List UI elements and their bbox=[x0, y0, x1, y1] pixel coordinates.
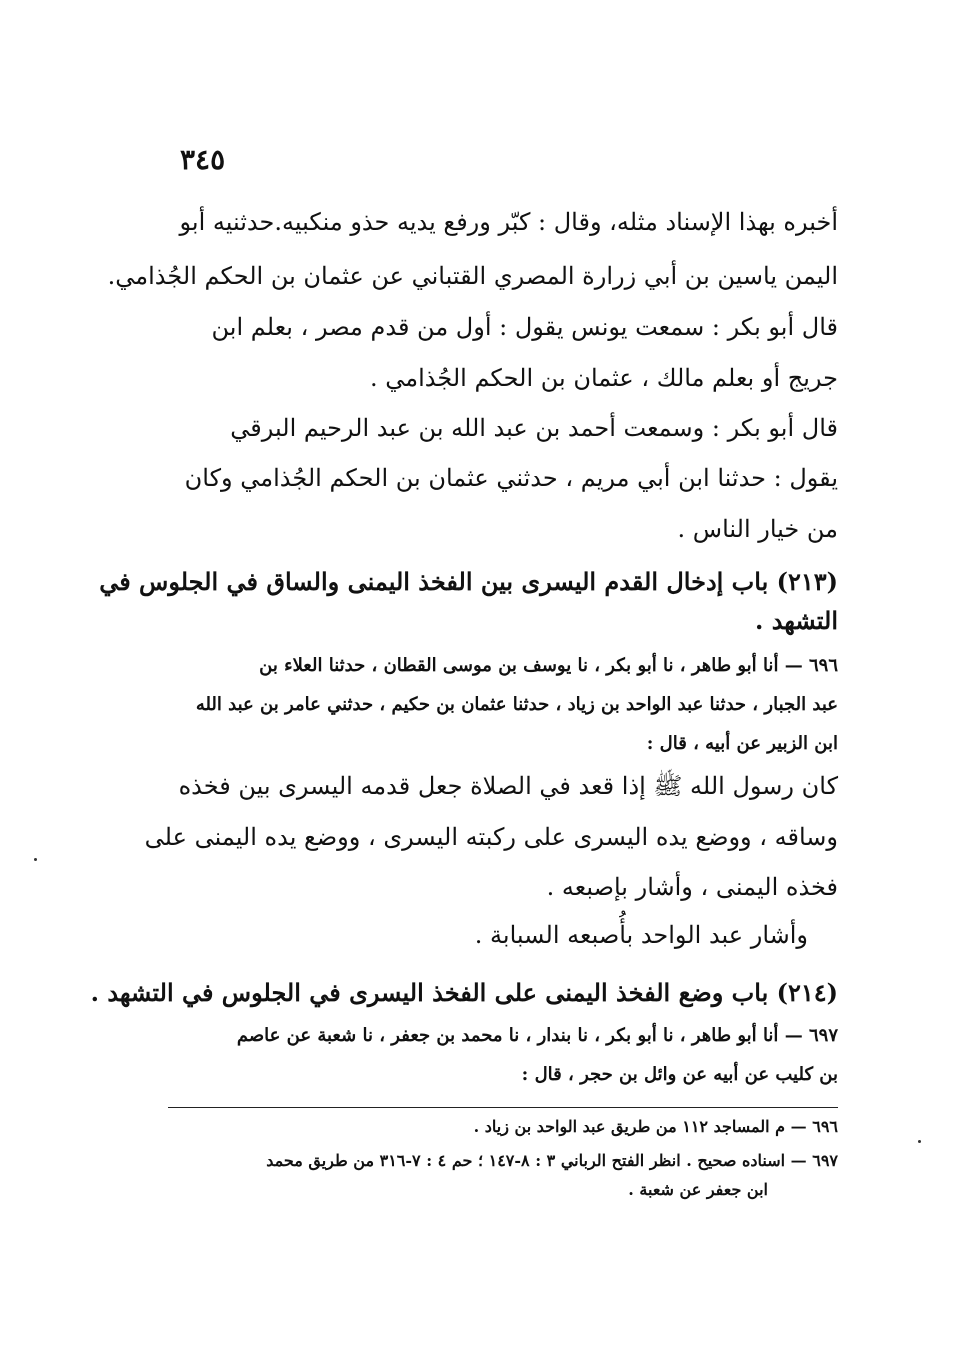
hadith-696-isnad-3: ابن الزبير عن أبيه ، قال : bbox=[646, 733, 838, 754]
hadith-696-isnad-1: ٦٩٦ — أنا أبو طاهر ، نا أبو بكر ، نا يوسف بن موسى القطان ، حدثنا العلاء بن bbox=[259, 655, 838, 676]
body-line-7: من خيار الناس . bbox=[677, 515, 838, 543]
scan-speck bbox=[918, 1140, 921, 1143]
footnote-697-1: ٦٩٧ — اسناده صحيح . انظر الفتح الرباني ٣ : ٨-١٤٧ ؛ حم ٤ : ٧-٣١٦ من طريق محمد bbox=[266, 1151, 838, 1170]
hadith-697-isnad-2: بن كليب عن أبيه عن وائل بن حجر ، قال : bbox=[521, 1064, 838, 1085]
hadith-696-matn-2: وساقه ، ووضع يده اليسرى على ركبته اليسرى ، ووضع يده اليمنى على bbox=[144, 823, 838, 851]
hadith-696-matn-3: فخذه اليمنى ، وأشار بإصبعه . bbox=[546, 873, 838, 901]
chapter-heading-213: (٢١٣) باب إدخال القدم اليسرى بين الفخذ اليمنى والساق في الجلوس في bbox=[99, 567, 838, 596]
body-line-4: جريج أو بعلم مالك ، عثمان بن الحكم الجُذامي . bbox=[369, 364, 838, 392]
scan-speck bbox=[34, 858, 37, 861]
hadith-697-isnad-1: ٦٩٧ — أنا أبو طاهر ، نا أبو بكر ، نا بندار ، نا محمد بن جعفر ، نا شعبة عن عاصم bbox=[236, 1025, 838, 1046]
footnote-696: ٦٩٦ — م المساجد ١١٢ من طريق عبد الواحد بن زياد . bbox=[473, 1117, 838, 1136]
body-line-5: قال أبو بكر : وسمعت أحمد بن عبد الله بن عبد الرحيم البرقي bbox=[230, 414, 838, 442]
body-line-6: يقول : حدثنا ابن أبي مريم ، حدثني عثمان بن الحكم الجُذامي وكان bbox=[184, 464, 838, 492]
hadith-696-matn-4: وأشار عبد الواحد بأُصبعه السبابة . bbox=[474, 921, 808, 949]
body-line-1: أخبره بهذا الإسناد مثله، وقال : كبّر ورفع يديه حذو منكبيه.حدثنيه أبو bbox=[179, 208, 838, 236]
chapter-heading-214: (٢١٤) باب وضع الفخذ اليمنى على الفخذ اليسرى في الجلوس في التشهد . bbox=[90, 978, 838, 1007]
chapter-heading-213-cont: التشهد . bbox=[754, 606, 838, 635]
body-line-3: قال أبو بكر : سمعت يونس يقول : أول من قدم مصر ، بعلم ابن bbox=[211, 313, 838, 341]
hadith-696-isnad-2: عبد الجبار ، حدثنا عبد الواحد بن زياد ، حدثنا عثمان بن حكيم ، حدثني عامر بن عبد الله bbox=[195, 694, 838, 715]
hadith-696-matn-1: كان رسول الله ﷺ إذا قعد في الصلاة جعل قدمه اليسرى بين فخذه bbox=[178, 772, 838, 800]
footnote-separator bbox=[168, 1107, 838, 1108]
body-line-2: اليمن ياسين بن أبي زرارة المصري القتباني عن عثمان بن الحكم الجُذامي. bbox=[107, 262, 838, 290]
page-number: ٣٤٥ bbox=[180, 143, 226, 176]
footnote-697-2: ابن جعفر عن شعبة . bbox=[628, 1180, 768, 1199]
